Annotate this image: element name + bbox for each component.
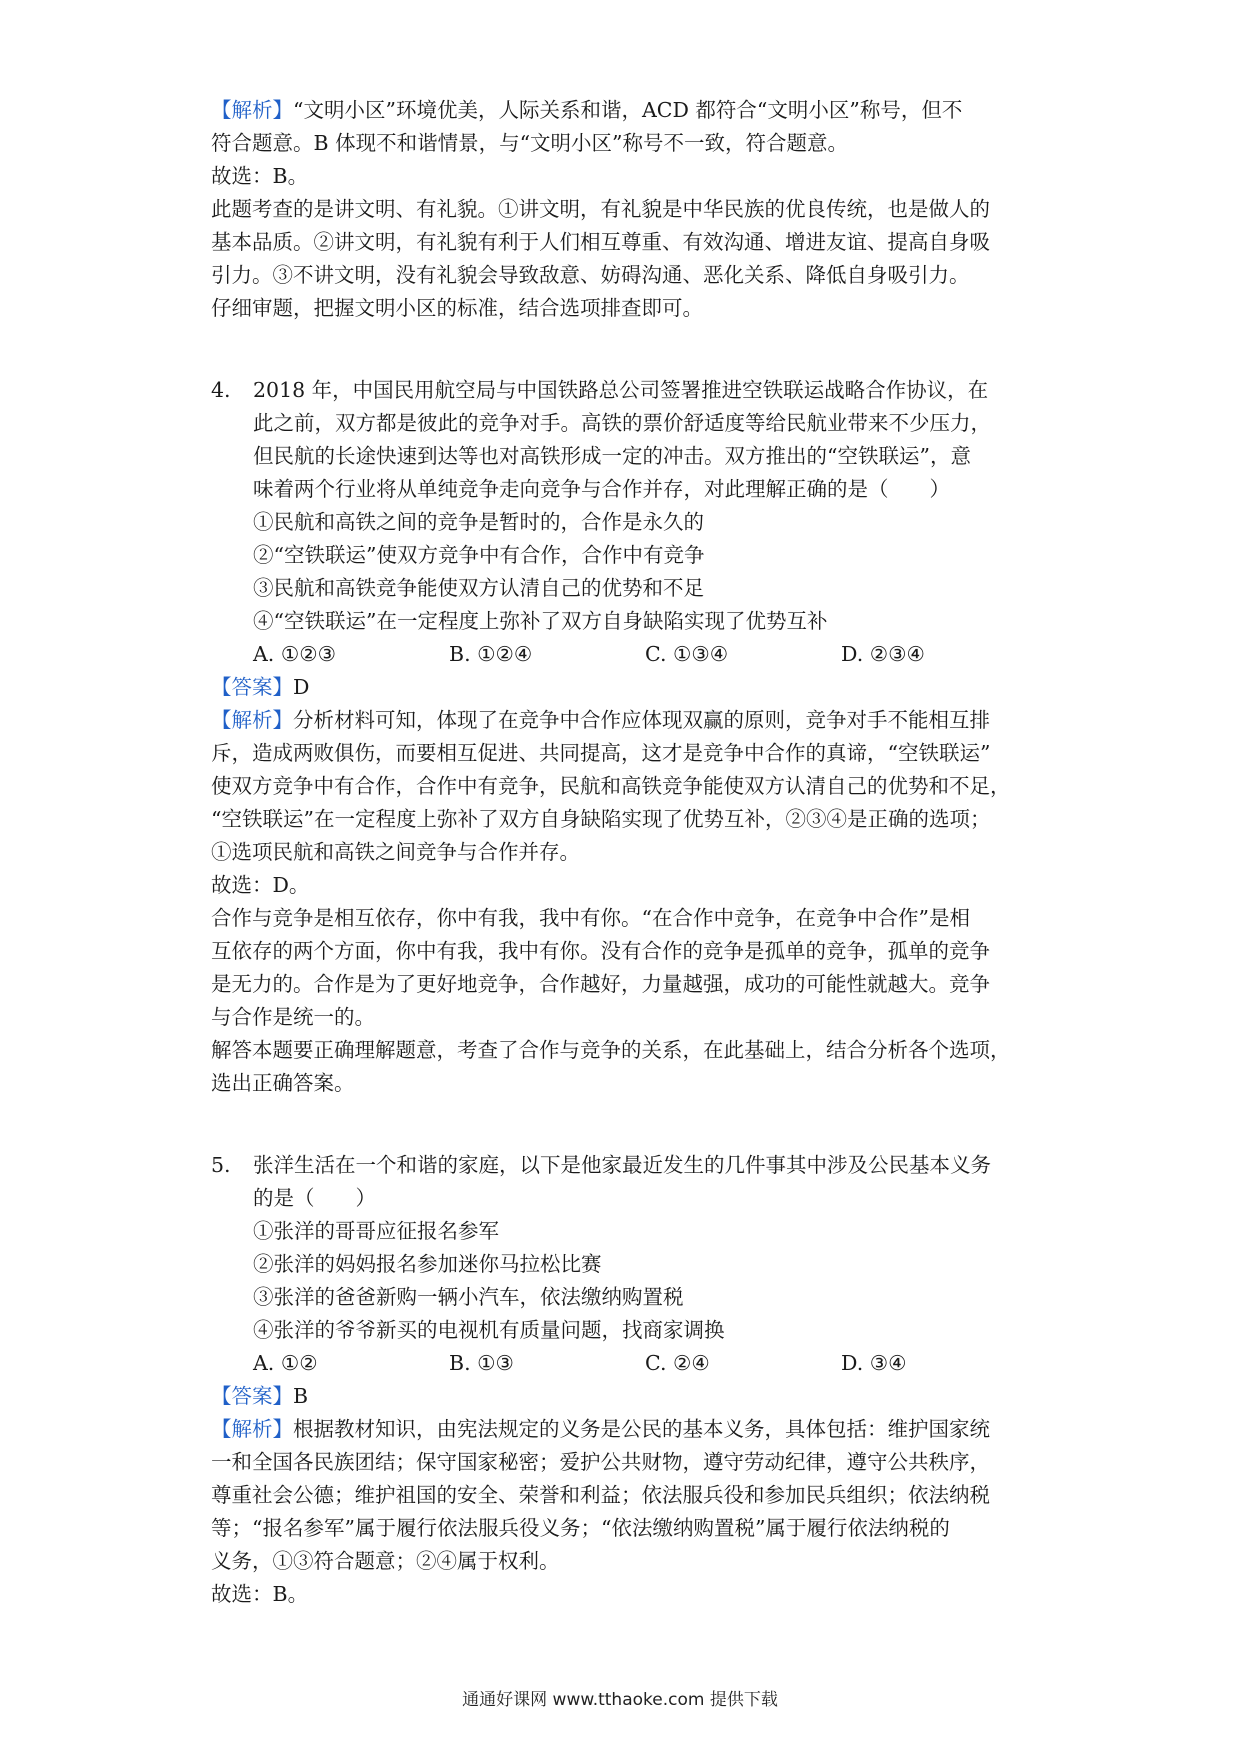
q4-note: 互依存的两个方面，你中有我，我中有你。没有合作的竞争是孤单的竞争，孤单的竞争: [211, 939, 990, 963]
q4-statement: ②“空铁联运”使双方竞争中有合作，合作中有竞争: [253, 543, 705, 567]
page-footer: 通通好课网 www.tthaoke.com 提供下载: [462, 1690, 778, 1710]
option-c: C. ①③④: [645, 642, 729, 666]
q4-statement: ④“空铁联运”在一定程度上弥补了双方自身缺陷实现了优势互补: [253, 609, 828, 633]
q5-statement: ①张洋的哥哥应征报名参军: [253, 1219, 499, 1243]
option-a: A. ①②③: [253, 642, 336, 666]
q4-stem-line: 4. 2018 年，中国民用航空局与中国铁路总公司签署推进空铁联运战略合作协议，在: [211, 374, 1041, 407]
q5-statement: ④张洋的爷爷新买的电视机有质量问题，找商家调换: [253, 1318, 725, 1342]
q4-stem-line: 但民航的长途快速到达等也对高铁形成一定的冲击。双方推出的“空铁联运”，意: [253, 444, 971, 468]
q4-note: 选出正确答案。: [211, 1071, 355, 1095]
q4-answer: [211, 671, 1041, 704]
q4-analysis-line: 斥，造成两败俱伤，而要相互促进、共同提高，这才是竞争中合作的真谛，“空铁联运”: [211, 741, 991, 765]
analysis-tag: 【解析】: [211, 98, 293, 122]
option-d: D. ②③④: [841, 642, 925, 666]
q3-note: 引力。③不讲文明，没有礼貌会导致敌意、妨碍沟通、恶化关系、降低自身吸引力。: [211, 263, 970, 287]
question-number: 4.: [211, 378, 231, 402]
option-b: B. ①②④: [449, 642, 533, 666]
q5-analysis-line: 义务，①③符合题意；②④属于权利。: [211, 1549, 560, 1573]
q4-note: 与合作是统一的。: [211, 1005, 375, 1029]
answer-tag: 【答案】: [211, 675, 293, 699]
q5-analysis-line: 尊重社会公德；维护祖国的安全、荣誉和利益；依法服兵役和参加民兵组织；依法纳税: [211, 1483, 990, 1507]
option-c: C. ②④: [645, 1351, 710, 1375]
q3-analysis-line-2: 符合题意。B 体现不和谐情景，与“文明小区”称号不一致，符合题意。: [211, 131, 849, 155]
q4-stem-line: 味着两个行业将从单纯竞争走向竞争与合作并存，对此理解正确的是（ ）: [253, 477, 950, 501]
q5-choice: 故选：B。: [211, 1582, 309, 1606]
answer-value: B: [293, 1384, 309, 1408]
analysis-tag: 【解析】: [211, 708, 293, 732]
q5-options: [211, 1347, 1041, 1380]
document-page: [211, 94, 1041, 1611]
q4-stem-line: 此之前，双方都是彼此的竞争对手。高铁的票价舒适度等给民航业带来不少压力，: [253, 411, 991, 435]
q4-analysis-line: 【解析】分析材料可知，体现了在竞争中合作应体现双赢的原则，竞争对手不能相互排: [211, 708, 990, 732]
q4-note: 解答本题要正确理解题意，考查了合作与竞争的关系，在此基础上，结合分析各个选项，: [211, 1038, 1011, 1062]
answer-value: D: [293, 675, 310, 699]
q4-analysis-line: 使双方竞争中有合作，合作中有竞争，民航和高铁竞争能使双方认清自己的优势和不足，: [211, 774, 1011, 798]
question-number: 5.: [211, 1153, 231, 1177]
q5-answer: [211, 1380, 1041, 1413]
q5-statement: ②张洋的妈妈报名参加迷你马拉松比赛: [253, 1252, 602, 1276]
option-b: B. ①③: [449, 1351, 514, 1375]
q3-note: 仔细审题，把握文明小区的标准，结合选项排查即可。: [211, 296, 703, 320]
option-a: A. ①②: [253, 1351, 318, 1375]
answer-tag: 【答案】: [211, 1384, 293, 1408]
q5-analysis-line: 【解析】根据教材知识，由宪法规定的义务是公民的基本义务，具体包括：维护国家统: [211, 1417, 990, 1441]
q3-choice: 故选：B。: [211, 164, 309, 188]
q3-note: 基本品质。②讲文明，有礼貌有利于人们相互尊重、有效沟通、增进友谊、提高自身吸: [211, 230, 990, 254]
q5-statement: ③张洋的爸爸新购一辆小汽车，依法缴纳购置税: [253, 1285, 684, 1309]
q4-options: [211, 638, 1041, 671]
q4-note: 合作与竞争是相互依存，你中有我，我中有你。“在合作中竞争，在竞争中合作”是相: [211, 906, 970, 930]
q4-statement: ①民航和高铁之间的竞争是暂时的，合作是永久的: [253, 510, 704, 534]
q4-analysis-line: “空铁联运”在一定程度上弥补了双方自身缺陷实现了优势互补，②③④是正确的选项；: [211, 807, 991, 831]
option-d: D. ③④: [841, 1351, 907, 1375]
q5-stem-line: 5. 张洋生活在一个和谐的家庭，以下是他家最近发生的几件事其中涉及公民基本义务: [211, 1149, 1041, 1182]
q5-analysis-line: 等；“报名参军”属于履行依法服兵役义务；“依法缴纳购置税”属于履行依法纳税的: [211, 1516, 950, 1540]
q5-analysis-line: 一和全国各民族团结；保守国家秘密；爱护公共财物，遵守劳动纪律，遵守公共秩序，: [211, 1450, 990, 1474]
q4-note: 是无力的。合作是为了更好地竞争，合作越好，力量越强，成功的可能性就越大。竞争: [211, 972, 990, 996]
analysis-tag: 【解析】: [211, 1417, 293, 1441]
q4-choice: 故选：D。: [211, 873, 310, 897]
q3-note: 此题考查的是讲文明、有礼貌。①讲文明，有礼貌是中华民族的优良传统，也是做人的: [211, 197, 990, 221]
q5-stem-line: 的是（ ）: [253, 1186, 376, 1210]
q3-analysis-line-1: 【解析】“文明小区”环境优美，人际关系和谐，ACD 都符合“文明小区”称号，但不: [211, 98, 963, 122]
q4-analysis-line: ①选项民航和高铁之间竞争与合作并存。: [211, 840, 580, 864]
q4-statement: ③民航和高铁竞争能使双方认清自己的优势和不足: [253, 576, 704, 600]
